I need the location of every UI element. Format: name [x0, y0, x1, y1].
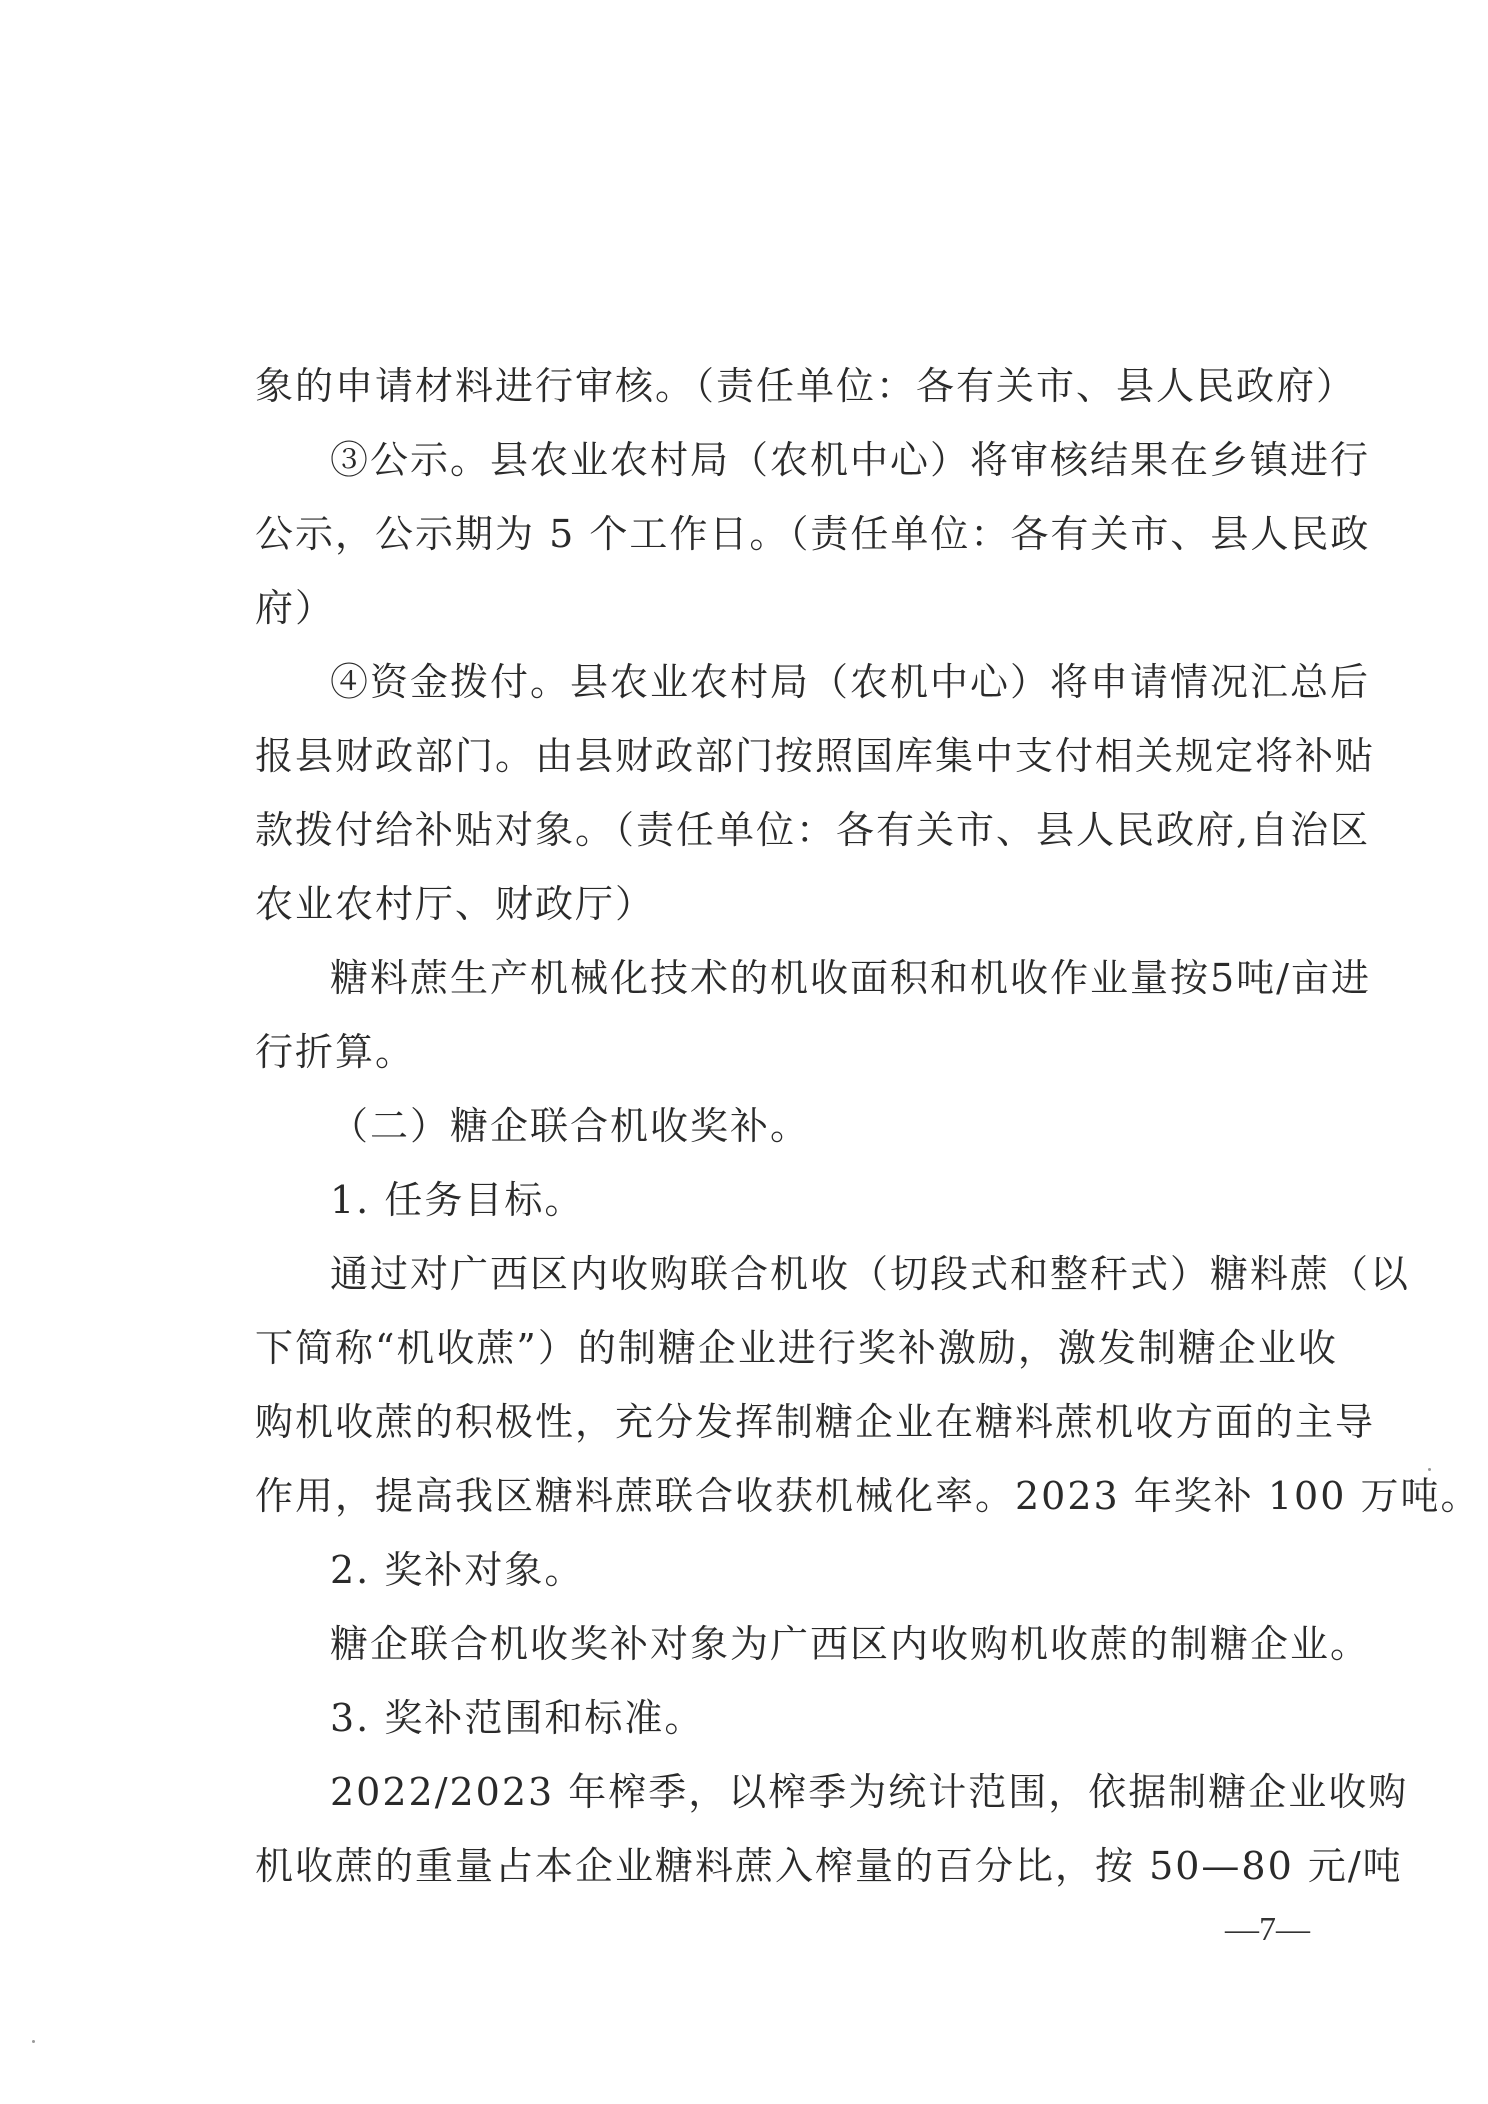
paragraph-line: 公示，公示期为 5 个工作日。（责任单位：各有关市、县人民政	[255, 512, 1371, 556]
paragraph-line: 农业农村厅、财政厅）	[255, 882, 656, 926]
scan-speck	[1428, 1468, 1431, 1471]
paragraph-line: 下简称“机收蔗”）的制糖企业进行奖补激励，激发制糖企业收	[255, 1326, 1338, 1370]
paragraph-line: 象的申请材料进行审核。（责任单位：各有关市、县人民政府）	[255, 364, 1357, 408]
subsection-heading: 3. 奖补范围和标准。	[330, 1696, 705, 1740]
paragraph-line: 糖料蔗生产机械化技术的机收面积和机收作业量按5吨/亩进	[330, 956, 1371, 1000]
paragraph-line: 报县财政部门。由县财政部门按照国库集中支付相关规定将补贴	[255, 734, 1376, 778]
scan-speck	[32, 2040, 35, 2043]
subsection-heading: 2. 奖补对象。	[330, 1548, 585, 1592]
paragraph-line: ③公示。县农业农村局（农机中心）将审核结果在乡镇进行	[330, 438, 1371, 482]
paragraph-line: 糖企联合机收奖补对象为广西区内收购机收蔗的制糖企业。	[330, 1622, 1371, 1666]
paragraph-line: 通过对广西区内收购联合机收（切段式和整秆式）糖料蔗（以	[330, 1252, 1411, 1296]
section-heading: （二）糖企联合机收奖补。	[330, 1104, 811, 1148]
subsection-heading: 1. 任务目标。	[330, 1178, 585, 1222]
paragraph-line: 机收蔗的重量占本企业糖料蔗入榨量的百分比，按 50—80 元/吨	[255, 1844, 1403, 1888]
paragraph-line: 作用，提高我区糖料蔗联合收获机械化率。2023 年奖补 100 万吨。	[255, 1474, 1481, 1518]
paragraph-line: 2022/2023 年榨季，以榨季为统计范围，依据制糖企业收购	[330, 1770, 1409, 1814]
paragraph-line: 购机收蔗的积极性，充分发挥制糖企业在糖料蔗机收方面的主导	[255, 1400, 1376, 1444]
paragraph-line: 行折算。	[255, 1030, 416, 1074]
page-number: —7—	[1225, 1911, 1310, 1948]
paragraph-line: 款拨付给补贴对象。（责任单位：各有关市、县人民政府,自治区	[255, 808, 1371, 852]
paragraph-line: ④资金拨付。县农业农村局（农机中心）将申请情况汇总后	[330, 660, 1371, 704]
paragraph-line: 府）	[255, 586, 336, 630]
